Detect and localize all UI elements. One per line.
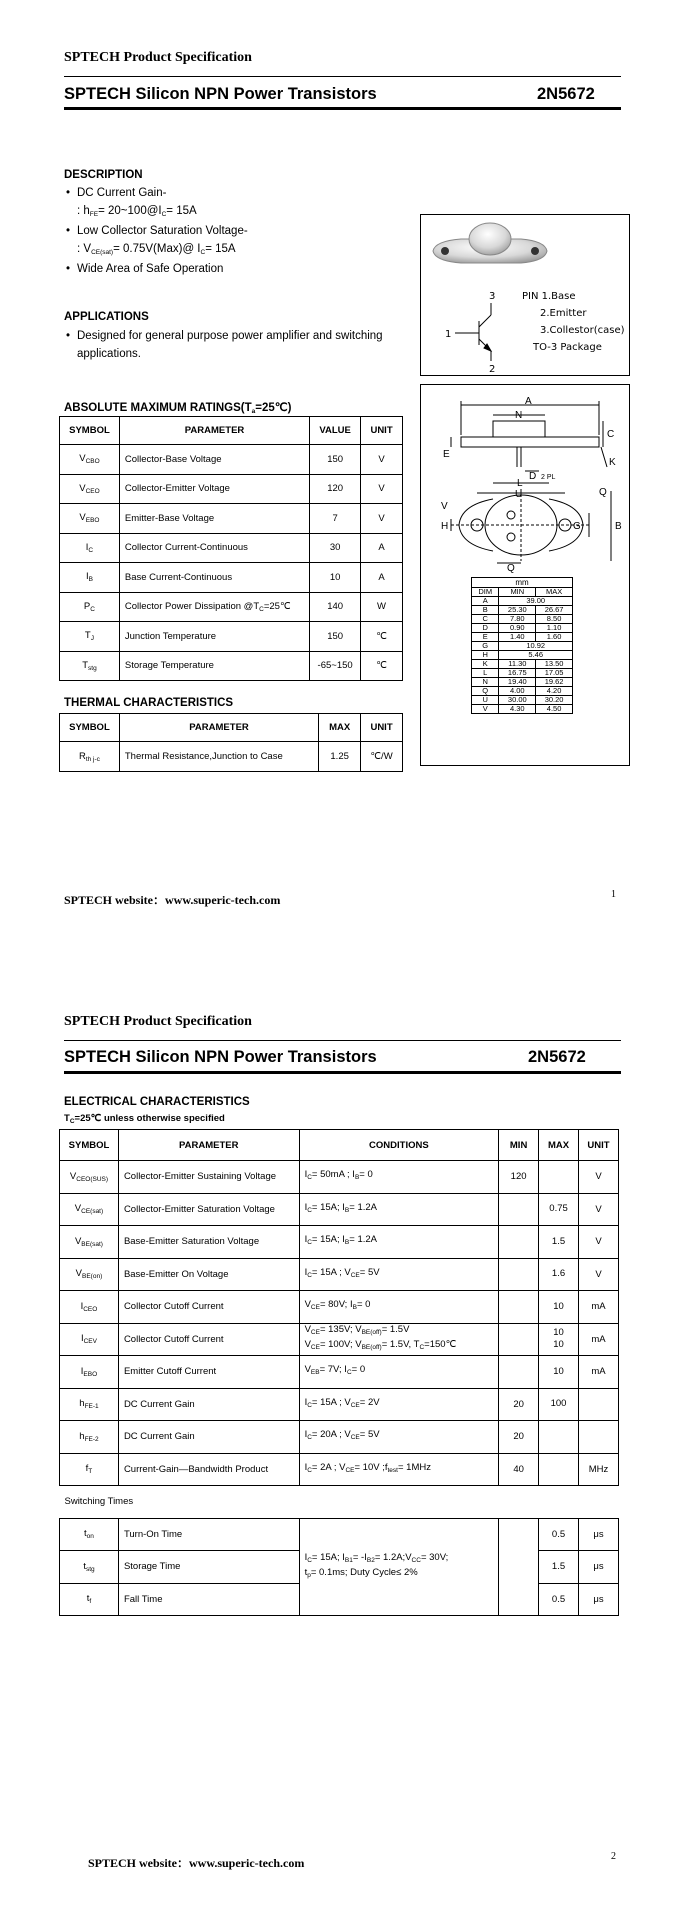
doc-title: SPTECH Silicon NPN Power Transistors <box>64 85 377 103</box>
max-cell <box>539 1421 579 1454</box>
dim-cell: 10.92 <box>499 642 573 651</box>
unit-cell: V <box>579 1226 619 1259</box>
dim-cell: 30.00 <box>499 696 536 705</box>
description-item: • Low Collector Saturation Voltage- <box>77 223 397 241</box>
symbol-cell: $f_T$ <box>60 1453 119 1486</box>
table-row <box>60 1388 619 1421</box>
min-cell: 20 <box>499 1421 539 1454</box>
conditions-cell: $I_C= 2A$ ; $V_{CE}= 10V$ $;f_{test}= 1MHz$ <box>299 1453 499 1486</box>
unit-cell <box>579 1388 619 1421</box>
dim-cell: 39.00 <box>499 597 573 606</box>
description-list <box>77 185 397 279</box>
min-cell: 20 <box>499 1388 539 1421</box>
parameter-cell: Storage Time <box>118 1551 299 1584</box>
min-cell <box>499 1258 539 1291</box>
conditions-cell: $I_C= 15A$; $I_B= 1.2A$ <box>299 1193 499 1226</box>
dim-label: V <box>441 501 448 512</box>
dim-cell: 25.30 <box>499 606 536 615</box>
part-number: 2N5672 <box>528 1048 586 1066</box>
symbol-cell: $T_{stg}$ <box>60 651 120 681</box>
table-header: SYMBOL PARAMETER MAX UNIT <box>60 714 403 742</box>
package-cap-icon <box>469 223 511 255</box>
symbol-cell: $I_{CEV}$ <box>60 1323 119 1356</box>
electrical-title: ELECTRICAL CHARACTERISTICS <box>64 1096 250 1108</box>
dim-cell: 4.50 <box>536 705 573 714</box>
dim-cell: 11.30 <box>499 660 536 669</box>
dim-label: A <box>525 396 532 407</box>
dim-cell: 0.90 <box>499 624 536 633</box>
mount-hole-icon <box>441 247 449 255</box>
applications-line: applications. <box>77 347 141 360</box>
symbol-cell: $I_{EBO}$ <box>60 1356 119 1389</box>
symbol-cell: $T_J$ <box>60 622 120 652</box>
unit-cell: ℃ <box>361 651 403 681</box>
header-rule <box>64 76 621 77</box>
symbol-cell: $V_{CE(sat)}$ <box>60 1193 119 1226</box>
symbol-cell: $V_{BE(sat)}$ <box>60 1226 119 1259</box>
switching-label: Switching Times <box>60 1486 619 1519</box>
symbol-cell: $V_{BE(on)}$ <box>60 1258 119 1291</box>
conditions-cell: $V_{CE}= 135V$; $V_{BE(off)}= 1.5V$ $V_{CE}= 100V$; $V_{BE(off)}= 1.5V$, $T_C=150℃$ <box>299 1323 499 1356</box>
value-cell: 150 <box>310 622 361 652</box>
dim-label: H <box>441 521 449 532</box>
parameter-cell: Collector-Emitter Voltage <box>119 474 309 504</box>
parameter-cell: Base-Emitter Saturation Voltage <box>118 1226 299 1259</box>
package-image-box <box>420 214 630 376</box>
value-cell: -65~150 <box>310 651 361 681</box>
dim-label: U <box>515 489 523 500</box>
switching-label-row <box>60 1486 619 1519</box>
table-row <box>60 651 403 681</box>
max-cell: 10 <box>539 1291 579 1324</box>
parameter-cell: DC Current Gain <box>118 1421 299 1454</box>
unit-cell: W <box>361 592 403 622</box>
conditions-cell: $I_C= 15A$; $I_{B1}= -I_{B2}=$ $1.2A;V_{CC}= 30V$; $t_p= 0.1ms$; Duty Cycle≤ 2% <box>299 1518 499 1616</box>
dim-cell: 19.40 <box>499 678 536 687</box>
max-cell: 10 <box>539 1356 579 1389</box>
min-cell: 120 <box>499 1161 539 1194</box>
dim-cell: 7.80 <box>499 615 536 624</box>
symbol-cell: $t_{stg}$ <box>60 1551 119 1584</box>
pin-label: 3.Collestor(case) <box>540 325 625 336</box>
min-cell <box>499 1226 539 1259</box>
dim-label: E <box>443 449 450 460</box>
part-number: 2N5672 <box>537 85 595 103</box>
applications-title: APPLICATIONS <box>64 311 149 323</box>
parameter-cell: Collector-Emitter Saturation Voltage <box>118 1193 299 1226</box>
dim-cell: 16.75 <box>499 669 536 678</box>
value-cell: 7 <box>310 504 361 534</box>
dim-cell: G <box>472 642 499 651</box>
symbol-cell: $I_{CEO}$ <box>60 1291 119 1324</box>
min-cell <box>499 1193 539 1226</box>
table-row <box>60 474 403 504</box>
table-row <box>60 1193 619 1226</box>
unit-cell: A <box>361 563 403 593</box>
dim-cell: L <box>472 669 499 678</box>
parameter-cell: Turn-On Time <box>118 1518 299 1551</box>
table-row <box>60 563 403 593</box>
applications-text <box>77 328 407 363</box>
symbol-cell: $V_{CEO}$ <box>60 474 120 504</box>
page-number: 1 <box>611 889 616 900</box>
title-rule <box>64 1071 621 1074</box>
dim-cell: 1.40 <box>499 633 536 642</box>
symbol-cell: $h_{FE-1}$ <box>60 1388 119 1421</box>
symbol-cell: $R_{th j-c}$ <box>60 742 120 772</box>
parameter-cell: Fall Time <box>118 1583 299 1616</box>
title-rule <box>64 107 621 110</box>
dim-cell: H <box>472 651 499 660</box>
table-row <box>60 742 403 772</box>
parameter-cell: Current-Gain—Bandwidth Product <box>118 1453 299 1486</box>
dim-cell: 4.20 <box>536 687 573 696</box>
max-cell: 0.75 <box>539 1193 579 1226</box>
company-header: SPTECH Product Specification <box>64 1014 252 1029</box>
max-cell: 100 <box>539 1388 579 1421</box>
to3-package-drawing <box>421 215 629 375</box>
symbol-cell: $h_{FE-2}$ <box>60 1421 119 1454</box>
dim-cell: 4.00 <box>499 687 536 696</box>
parameter-cell: Storage Temperature <box>119 651 309 681</box>
dim-cell: 1.10 <box>536 624 573 633</box>
dim-cell: D <box>472 624 499 633</box>
pin-label: 2.Emitter <box>540 308 587 319</box>
thermal-title: THERMAL CHARACTERISTICS <box>64 697 234 709</box>
table-row <box>60 504 403 534</box>
unit-cell: V <box>579 1258 619 1291</box>
symbol-cell: $V_{EBO}$ <box>60 504 120 534</box>
value-cell: 120 <box>310 474 361 504</box>
dim-cell: V <box>472 705 499 714</box>
min-cell <box>499 1323 539 1356</box>
unit-cell: μs <box>579 1583 619 1616</box>
symbol-cell: $I_C$ <box>60 533 120 563</box>
parameter-cell: DC Current Gain <box>118 1388 299 1421</box>
dim-cell: K <box>472 660 499 669</box>
symbol-cell: $t_{on}$ <box>60 1518 119 1551</box>
dim-cell: 4.30 <box>499 705 536 714</box>
description-item: • DC Current Gain- <box>77 185 397 203</box>
conditions-cell: $I_C= 15A$ ; $V_{CE}= 5V$ <box>299 1258 499 1291</box>
max-cell: 1.25 <box>319 742 361 772</box>
unit-cell: mA <box>579 1291 619 1324</box>
table-header: SYMBOL PARAMETER CONDITIONS MIN MAX UNIT <box>60 1130 619 1161</box>
parameter-cell: Collector Cutoff Current <box>118 1323 299 1356</box>
table-header: SYMBOL PARAMETER VALUE UNIT <box>60 417 403 445</box>
abs-max-title: ABSOLUTE MAXIMUM $RATINGS(T_a=25℃)$ <box>64 402 292 415</box>
parameter-cell: Emitter Cutoff Current <box>118 1356 299 1389</box>
footer-website: SPTECH website：www.superic-tech.com <box>64 893 281 907</box>
parameter-cell: Collector-Emitter Sustaining Voltage <box>118 1161 299 1194</box>
description-item: : $V_{CE(sat)}=$ 0.75V(Max)@ $I_C= 15A$ <box>77 242 236 256</box>
dim-label: D <box>529 471 537 482</box>
dimension-table <box>471 587 573 714</box>
conditions-cell: $V_{EB}= 7V$; $I_C= 0$ <box>299 1356 499 1389</box>
electrical-table <box>59 1129 619 1616</box>
table-row <box>60 1226 619 1259</box>
doc-title: SPTECH Silicon NPN Power Transistors <box>64 1048 377 1066</box>
min-cell <box>499 1518 539 1616</box>
table-row <box>60 1356 619 1389</box>
description-title: DESCRIPTION <box>64 169 143 181</box>
table-row <box>60 622 403 652</box>
unit-cell: V <box>579 1193 619 1226</box>
mount-hole-icon <box>531 247 539 255</box>
unit-cell: V <box>361 474 403 504</box>
max-cell: 10 10 <box>539 1323 579 1356</box>
dim-cell: C <box>472 615 499 624</box>
applications-line: • Designed for general purpose power amplifier and switching <box>77 328 407 346</box>
thermal-table <box>59 713 403 772</box>
parameter-cell: Junction Temperature <box>119 622 309 652</box>
dim-label: G <box>573 521 581 532</box>
max-cell: 1.5 <box>539 1551 579 1584</box>
dim-cell: 30.20 <box>536 696 573 705</box>
dim-row <box>472 705 573 714</box>
unit-cell: ℃/W <box>361 742 403 772</box>
max-cell: 1.6 <box>539 1258 579 1291</box>
unit-cell: ℃ <box>361 622 403 652</box>
pin-number-label: 1 <box>445 329 452 340</box>
max-cell <box>539 1161 579 1194</box>
dim-table-header: DIM MIN MAX <box>472 588 573 597</box>
table-row <box>60 445 403 475</box>
dim-label: N <box>515 410 523 421</box>
footer-website: SPTECH website：www.superic-tech.com <box>88 1856 305 1870</box>
unit-cell: MHz <box>579 1453 619 1486</box>
unit-cell: V <box>361 445 403 475</box>
parameter-cell: Base Current-Continuous <box>119 563 309 593</box>
pin-number-label: 3 <box>489 291 496 302</box>
dim-cell: 1.60 <box>536 633 573 642</box>
company-header: SPTECH Product Specification <box>64 50 252 65</box>
table-row <box>60 1323 619 1356</box>
parameter-cell: Collector Power Dissipation $@T_C=25℃$ <box>119 592 309 622</box>
dim-cell: 13.50 <box>536 660 573 669</box>
pin-label: TO-3 Package <box>533 342 602 353</box>
table-row <box>60 1258 619 1291</box>
pin-number-label: 2 <box>489 364 496 375</box>
parameter-cell: Collector-Base Voltage <box>119 445 309 475</box>
max-cell: 0.5 <box>539 1583 579 1616</box>
unit-cell: V <box>579 1161 619 1194</box>
value-cell: 150 <box>310 445 361 475</box>
table-row <box>60 1161 619 1194</box>
table-row <box>60 592 403 622</box>
max-cell <box>539 1453 579 1486</box>
parameter-cell: Emitter-Base Voltage <box>119 504 309 534</box>
conditions-cell: $I_C= 15A$ ; $V_{CE}= 2V$ <box>299 1388 499 1421</box>
description-item: • Wide Area of Safe Operation <box>77 261 397 279</box>
symbol-cell: $V_{CEO(SUS)}$ <box>60 1161 119 1194</box>
unit-cell: A <box>361 533 403 563</box>
outline-drawing-box <box>420 384 630 766</box>
conditions-cell: $I_C= 20A$ ; $V_{CE}= 5V$ <box>299 1421 499 1454</box>
pin-label: PIN 1.Base <box>522 291 576 302</box>
parameter-cell: Collector Current-Continuous <box>119 533 309 563</box>
header-rule <box>64 1040 621 1041</box>
parameter-cell: Collector Cutoff Current <box>118 1291 299 1324</box>
parameter-cell: Thermal Resistance,Junction to Case <box>119 742 318 772</box>
min-cell <box>499 1291 539 1324</box>
dim-table-unit: mm <box>471 577 573 587</box>
symbol-cell: $I_B$ <box>60 563 120 593</box>
min-cell: 40 <box>499 1453 539 1486</box>
dim-cell: A <box>472 597 499 606</box>
unit-cell: μs <box>579 1518 619 1551</box>
dim-cell: 17.05 <box>536 669 573 678</box>
value-cell: 30 <box>310 533 361 563</box>
parameter-cell: Base-Emitter On Voltage <box>118 1258 299 1291</box>
conditions-cell: $I_C= 15A$; $I_B= 1.2A$ <box>299 1226 499 1259</box>
unit-cell: mA <box>579 1323 619 1356</box>
dim-label: L <box>517 478 523 489</box>
unit-cell <box>579 1421 619 1454</box>
symbol-cell: $P_C$ <box>60 592 120 622</box>
abs-max-table <box>59 416 403 681</box>
table-row <box>60 1518 619 1551</box>
dim-label: Q <box>599 487 607 498</box>
dim-cell: E <box>472 633 499 642</box>
description-item: : $h_{FE}=$ $20\sim 100@I_C= 15A$ <box>77 204 197 218</box>
outline-dimension-drawing <box>421 385 629 585</box>
dim-cell: U <box>472 696 499 705</box>
min-cell <box>499 1356 539 1389</box>
electrical-subtitle: $T_C=25℃$ unless otherwise specified <box>64 1113 225 1125</box>
dim-cell: N <box>472 678 499 687</box>
dim-cell: 5.46 <box>499 651 573 660</box>
symbol-cell: $t_f$ <box>60 1583 119 1616</box>
value-cell: 10 <box>310 563 361 593</box>
npn-symbol-icon <box>455 303 491 361</box>
unit-cell: μs <box>579 1551 619 1584</box>
dim-cell: 19.62 <box>536 678 573 687</box>
table-row <box>60 1453 619 1486</box>
conditions-cell: $V_{CE}= 80V$; $I_B= 0$ <box>299 1291 499 1324</box>
conditions-cell: $I_C= 50mA$ ; $I_B= 0$ <box>299 1161 499 1194</box>
page-number: 2 <box>611 1851 616 1862</box>
dim-cell: Q <box>472 687 499 696</box>
dim-label: K <box>609 457 616 468</box>
dim-label: B <box>615 521 622 532</box>
dim-cell: 26.67 <box>536 606 573 615</box>
max-cell: 1.5 <box>539 1226 579 1259</box>
value-cell: 140 <box>310 592 361 622</box>
dim-label: Q <box>507 563 515 574</box>
dim-label: C <box>607 429 615 440</box>
dim-cell: B <box>472 606 499 615</box>
unit-cell: V <box>361 504 403 534</box>
symbol-cell: $V_{CBO}$ <box>60 445 120 475</box>
unit-cell: mA <box>579 1356 619 1389</box>
dim-cell: 8.50 <box>536 615 573 624</box>
table-row <box>60 533 403 563</box>
max-cell: 0.5 <box>539 1518 579 1551</box>
table-row <box>60 1291 619 1324</box>
table-row <box>60 1421 619 1454</box>
dim-label: 2 PL <box>541 474 556 481</box>
